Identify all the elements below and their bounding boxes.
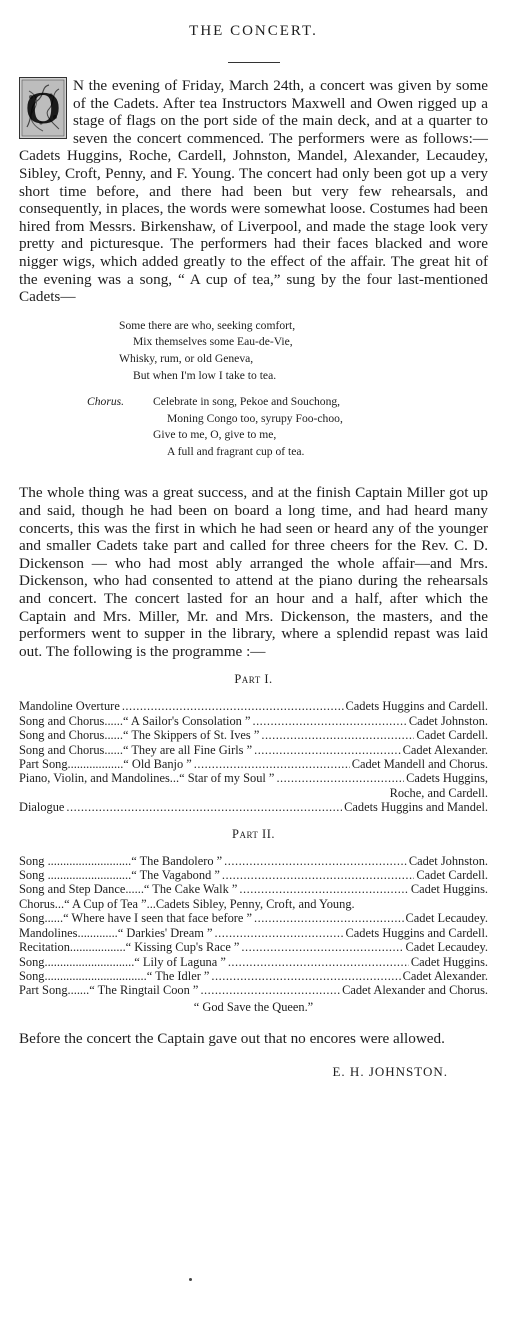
programme-row: Dialogue ..... Cadets Huggins and Mandel. [19, 800, 488, 814]
programme-part-one [19, 699, 488, 814]
programme-row: Song......“ Where have I seen that face before ” ..... Cadet Lecaudey. [19, 911, 488, 925]
anthem-line: “ God Save the Queen.” [193, 999, 314, 1014]
intro-paragraph [19, 77, 488, 306]
programme-row: Song and Chorus......“ A Sailor's Consolation ” ..... Cadet Johnston. [19, 714, 488, 728]
chorus-line: Moning Congo too, syrupy Foo-choo, [167, 411, 343, 425]
verse-line: Whisky, rum, or old Geneva, [119, 351, 254, 365]
programme-row: Song ...........................“ The Bandolero ” ..... Cadet Johnston. [19, 854, 488, 868]
programme-row: Chorus...“ A Cup of Tea ”...Cadets Sibley, Penny, Croft, and Young. [19, 896, 355, 911]
programme-row: Song and Step Dance......“ The Cake Walk ” ..... Cadet Huggins. [19, 882, 488, 896]
author-signature: E. H. JOHNSTON. [332, 1063, 448, 1079]
verse-line: Mix themselves some Eau-de-Vie, [133, 335, 293, 349]
programme-row: Recitation..................“ Kissing Cup's Race ” ..... Cadet Lecaudey. [19, 940, 488, 954]
title-rule [228, 62, 280, 63]
programme-continuation: Roche, and Cardell. [389, 785, 488, 800]
dropcap-letter: O [25, 82, 61, 133]
part-one-heading: Part I. [234, 672, 273, 687]
intro-text: N the evening of Friday, March 24th, a concert was given by some of the Cadets. After tea Instructors Maxwell and Owen rigged up a stage of flags on the port side of the main deck, and at a quarter to seven the concert commenced. The performers were as follows:— Cadets Huggins, Roche, Cardell, Johnston, Mandel, Alexander, Lecaudey, Sibley, Croft, Penny, and F. Young. The concert had only been got up a very short time before, and there had been but very few rehearsals, and consequently, in places, the words were somewhat loose. Costumes had been hired from Messrs. Birkenshaw, of Liverpool, and made the stage look very pretty and picturesque. The performers had their faces blacked and wore nigger wigs, which added greatly to the effect of the affair. The great hit of the evening was a song, “ A cup of tea,” sung by the four last-mentioned Cadets— [19, 77, 488, 306]
programme-row: Song and Chorus......“ They are all Fine Girls ” ..... Cadet Alexander. [19, 743, 488, 757]
chorus-line: Celebrate in song, Pekoe and Souchong, [153, 395, 341, 409]
programme-row: Part Song.......“ The Ringtail Coon ” ..... Cadet Alexander and Chorus. [19, 983, 488, 997]
programme-part-two [19, 854, 488, 1014]
programme-row: Mandoline Overture ..... Cadets Huggins and Cardell. [19, 699, 488, 713]
programme-row: Piano, Violin, and Mandolines...“ Star of my Soul ” ..... Cadets Huggins, [19, 771, 488, 785]
programme-row: Song ...........................“ The Vagabond ” ..... Cadet Cardell. [19, 868, 488, 882]
programme-row: Song.................................“ The Idler ” ..... Cadet Alexander. [19, 969, 488, 983]
ink-speck [189, 1278, 192, 1281]
song-chorus [19, 394, 488, 460]
report-paragraph: The whole thing was a great success, and at the finish Captain Miller got up and said, though he had been on board a long time, and had heard many concerts, this was the first in which he had seen or heard any of the younger and smaller Cadets take part and called for three cheers for the Rev. C. D. Dickenson — who had most ably arranged the whole affair—and Mrs. Dickenson, who had consented to attend at the piano during the rehearsals and concert. The concert lasted for an hour and a half, after which the Captain and Mrs. Miller, Mr. and Mrs. Dickenson, the masters, and the performers went to supper in the library, where a splendid repast was laid out. The following is the programme :— [19, 484, 488, 660]
programme-row: Part Song..................“ Old Banjo ” ..... Cadet Mandell and Chorus. [19, 757, 488, 771]
chorus-label: Chorus. [87, 395, 125, 409]
verse-line: But when I'm low I take to tea. [133, 368, 277, 382]
programme-row: Song.............................“ Lily of Laguna ” ..... Cadet Huggins. [19, 955, 488, 969]
verse-line: Some there are who, seeking comfort, [119, 318, 296, 332]
part-two-heading: Part II. [232, 826, 275, 841]
song-verse [19, 318, 488, 384]
programme-row: Mandolines.............“ Darkies' Dream ” ..... Cadets Huggins and Cardell. [19, 926, 488, 940]
closing-paragraph: Before the concert the Captain gave out that no encores were allowed. [19, 1030, 445, 1048]
programme-row: Song and Chorus......“ The Skippers of St. Ives ” ..... Cadet Cardell. [19, 728, 488, 742]
ornamental-dropcap [19, 77, 67, 139]
article-title: THE CONCERT. [189, 23, 318, 39]
chorus-line: Give to me, O, give to me, [153, 428, 277, 442]
chorus-line: A full and fragrant cup of tea. [167, 444, 305, 458]
